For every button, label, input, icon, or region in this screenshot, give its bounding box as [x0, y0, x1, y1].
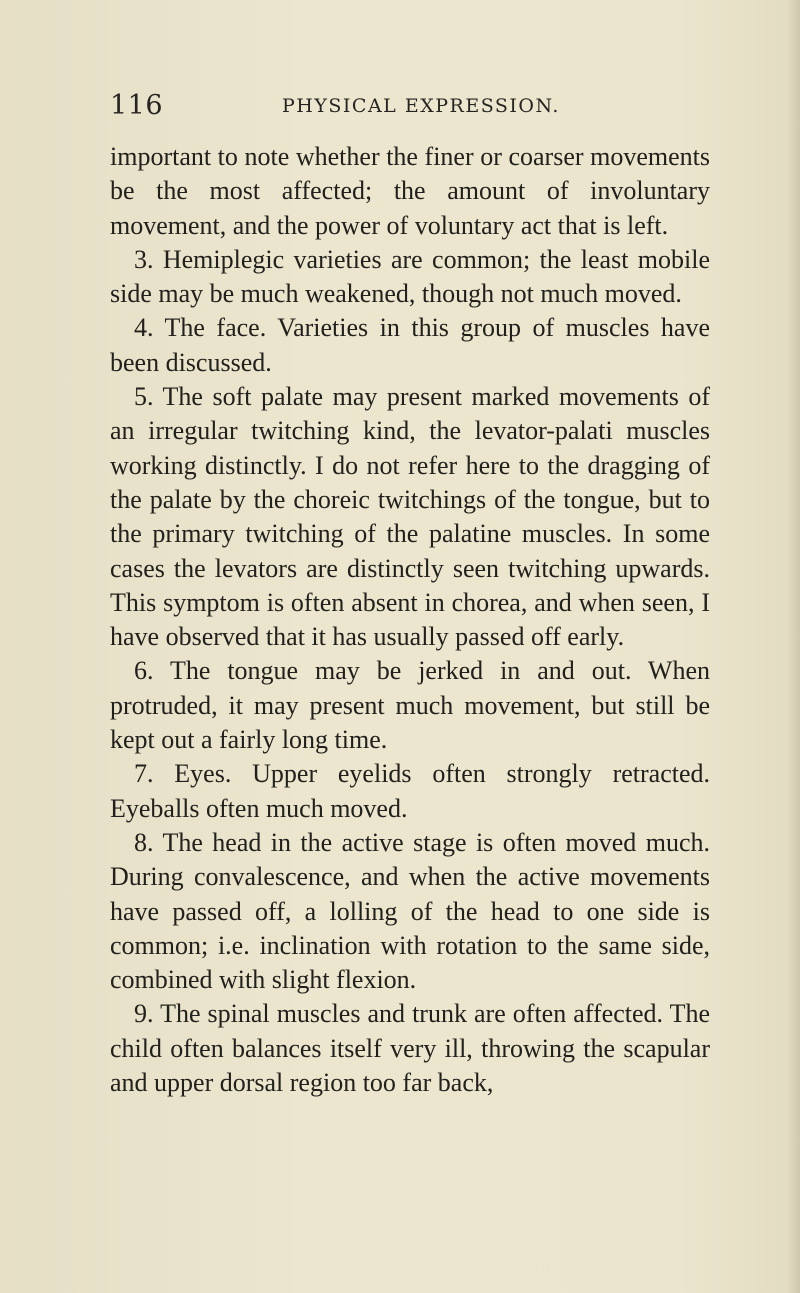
- paragraph-item-9: 9. The spinal muscles and trunk are often affected. The child often balances itself very ill, throwing the scapular and upper dorsal region too far back,: [110, 999, 710, 1098]
- paragraph-item-5: 5. The soft palate may present marked movements of an irregular twitching kind, the levator-palati muscles working distinctly. I do not refer here to the dragging of the palate by the choreic twitchings of the tongue, but to the primary twitching of the palatine muscles. In some cases the levators are distinctly seen twitching upwards. This symptom is often absent in chorea, and when seen, I have observed that it has usually passed off early.: [110, 382, 710, 652]
- page-number: 116: [110, 90, 164, 121]
- paragraph-continuation: important to note whether the finer or coarser movements be the most affected; the amount of involuntary movement, and the power of voluntary act that is left.: [110, 142, 710, 240]
- paragraph-item-7: 7. Eyes. Upper eyelids often strongly retracted. Eyeballs often much moved.: [110, 759, 710, 823]
- running-head: PHYSICAL EXPRESSION.: [282, 95, 560, 117]
- paragraph-item-4: 4. The face. Varieties in this group of muscles have been discussed.: [110, 313, 710, 377]
- page-header: [0, 90, 800, 130]
- body-text: [110, 140, 710, 1100]
- page-edge-shadow: [786, 0, 800, 1293]
- paragraph-item-3: 3. Hemiplegic varieties are common; the least mobile side may be much weakened, though not much moved.: [110, 244, 710, 309]
- paragraph-item-8: 8. The head in the active stage is often moved much. During convalescence, and when the active movements have passed off, a lolling of the head to one side is common; i.e. inclination with rotation to the same side, combined with slight flexion.: [110, 827, 710, 995]
- paragraph-item-6: 6. The tongue may be jerked in and out. When protruded, it may present much movement, but still be kept out a fairly long time.: [110, 656, 710, 755]
